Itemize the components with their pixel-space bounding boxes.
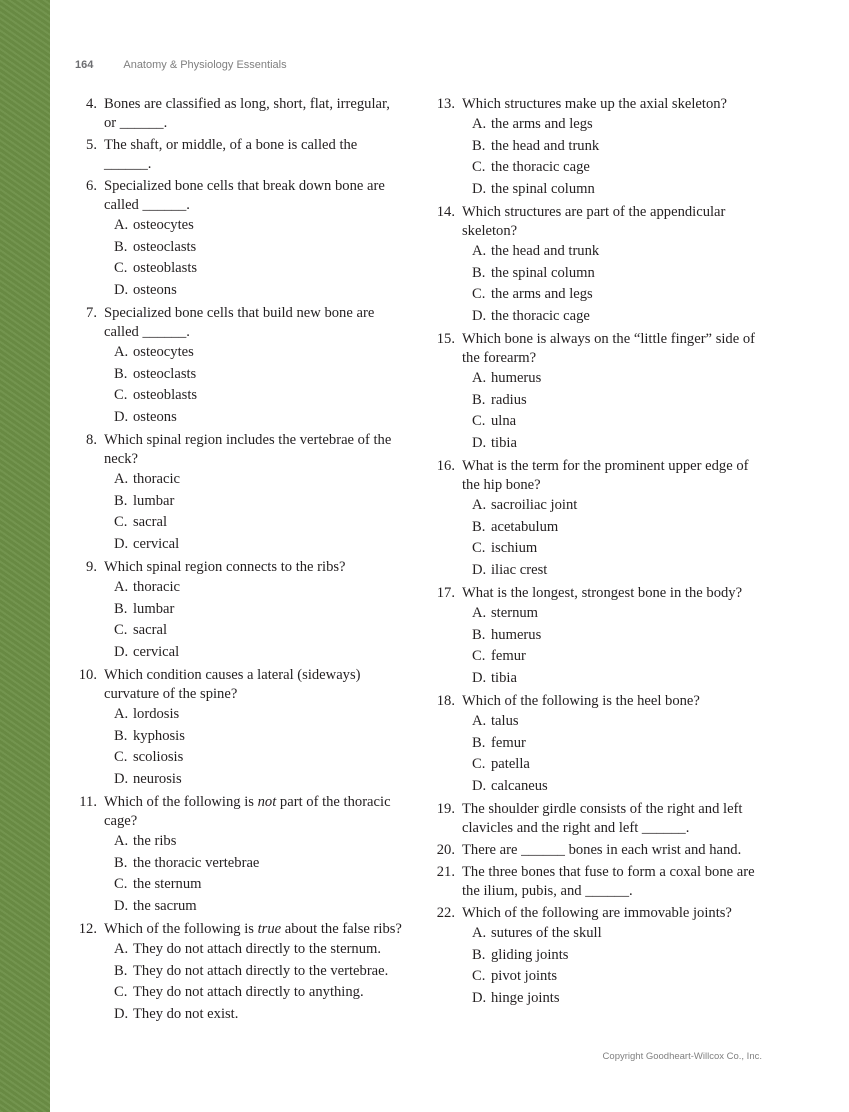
question-number: 13. — [436, 96, 455, 112]
answer-option — [114, 939, 405, 961]
question-text — [462, 904, 763, 923]
answer-options — [472, 114, 763, 200]
answer-option — [114, 982, 405, 1004]
option-text: the spinal column — [491, 264, 595, 281]
question-number: 15. — [436, 331, 455, 347]
option-letter: D. — [472, 669, 487, 686]
answer-option — [472, 711, 763, 733]
option-letter: C. — [114, 984, 128, 1000]
question-text-segment: Which structures are part of the appendicular skeleton? — [462, 204, 726, 239]
option-letter: B. — [114, 962, 128, 979]
option-text: osteons — [133, 408, 177, 425]
question-text — [104, 558, 405, 577]
answer-option — [114, 364, 405, 386]
option-text: humerus — [491, 626, 542, 643]
question-item — [433, 841, 763, 860]
question-text — [462, 863, 763, 901]
question-text-segment: What is the term for the prominent upper edge of the hip bone? — [462, 458, 749, 493]
answer-options — [472, 711, 763, 797]
option-letter: C. — [114, 514, 128, 530]
question-text-segment: The shaft, or middle, of a bone is called the ______. — [104, 137, 358, 172]
answer-option — [472, 284, 763, 306]
question-number: 5. — [86, 137, 97, 153]
question-number: 19. — [436, 801, 455, 817]
option-text: They do not attach directly to anything. — [133, 984, 364, 1000]
option-letter: C. — [114, 387, 128, 403]
answer-option — [114, 874, 405, 896]
option-text: calcaneus — [491, 777, 548, 794]
option-text: osteoclasts — [133, 238, 197, 255]
question-item — [75, 136, 405, 174]
answer-option — [114, 407, 405, 429]
answer-option — [114, 704, 405, 726]
answer-option — [114, 280, 405, 302]
left-margin-band — [0, 0, 50, 1112]
option-letter: D. — [472, 180, 487, 197]
question-text-segment: Which of the following is the heel bone? — [462, 693, 700, 709]
answer-option — [472, 368, 763, 390]
question-text-segment: Which structures make up the axial skeleton? — [462, 96, 728, 112]
question-text — [462, 692, 763, 711]
answer-option — [114, 491, 405, 513]
answer-option — [472, 114, 763, 136]
option-text: the sacrum — [133, 897, 197, 914]
option-text: tibia — [491, 434, 517, 451]
question-number: 10. — [78, 667, 97, 683]
option-text: the thoracic cage — [491, 307, 590, 324]
question-number: 14. — [436, 204, 455, 220]
option-letter: B. — [114, 600, 128, 617]
option-text: They do not exist. — [133, 1005, 239, 1022]
option-letter: B. — [472, 137, 486, 154]
question-item — [75, 793, 405, 917]
answer-option — [472, 625, 763, 647]
option-text: the thoracic vertebrae — [133, 854, 260, 871]
option-text: sacral — [133, 622, 168, 638]
answer-option — [114, 620, 405, 642]
answer-option — [472, 733, 763, 755]
answer-option — [114, 769, 405, 791]
question-text — [104, 666, 405, 704]
question-item — [75, 95, 405, 133]
question-item — [433, 692, 763, 797]
option-letter: D. — [472, 434, 487, 451]
option-text: osteoclasts — [133, 365, 197, 382]
option-letter: B. — [472, 391, 486, 408]
option-text: lumbar — [133, 600, 175, 617]
option-text: lumbar — [133, 492, 175, 509]
option-text: patella — [491, 756, 530, 772]
question-text — [462, 95, 763, 114]
answer-option — [114, 237, 405, 259]
option-letter: C. — [472, 968, 486, 984]
option-letter: B. — [472, 264, 486, 281]
answer-options — [472, 241, 763, 327]
question-text — [462, 584, 763, 603]
option-text: neurosis — [133, 770, 182, 787]
question-text-emphasis: not — [257, 794, 277, 810]
option-letter: A. — [472, 116, 487, 132]
question-item — [75, 177, 405, 301]
question-number: 8. — [86, 432, 97, 448]
option-text: thoracic — [133, 471, 180, 487]
answer-options — [114, 342, 405, 428]
answer-options — [472, 495, 763, 581]
answer-option — [472, 776, 763, 798]
question-item — [433, 457, 763, 581]
option-text: sacral — [133, 514, 168, 530]
option-letter: A. — [114, 706, 129, 722]
option-text: radius — [491, 391, 527, 408]
answer-option — [472, 923, 763, 945]
option-text: femur — [491, 734, 526, 751]
question-number: 6. — [86, 178, 97, 194]
answer-option — [472, 263, 763, 285]
answer-option — [114, 961, 405, 983]
answer-option — [472, 988, 763, 1010]
option-letter: B. — [472, 518, 486, 535]
running-head — [75, 59, 287, 71]
option-letter: B. — [114, 238, 128, 255]
question-item — [75, 558, 405, 663]
question-text — [462, 800, 763, 838]
answer-option — [472, 668, 763, 690]
question-text — [104, 431, 405, 469]
question-number: 12. — [78, 921, 97, 937]
answer-option — [114, 1004, 405, 1026]
option-letter: D. — [114, 770, 129, 787]
option-text: osteoblasts — [133, 260, 198, 276]
question-item — [433, 330, 763, 454]
question-text — [462, 203, 763, 241]
option-letter: A. — [114, 941, 129, 957]
page-number: 164 — [75, 59, 94, 71]
question-text-segment: Which condition causes a lateral (sideways) curvature of the spine? — [104, 667, 361, 702]
answer-option — [472, 538, 763, 560]
question-text-segment: about the false ribs? — [281, 921, 402, 937]
question-item — [433, 863, 763, 901]
answer-option — [114, 469, 405, 491]
answer-option — [114, 747, 405, 769]
question-text-segment: Specialized bone cells that build new bone are called ______. — [104, 305, 375, 340]
answer-option — [472, 603, 763, 625]
question-number: 11. — [79, 794, 97, 810]
question-text — [104, 920, 405, 939]
answer-option — [114, 853, 405, 875]
answer-option — [114, 577, 405, 599]
answer-option — [114, 896, 405, 918]
option-text: ulna — [491, 413, 517, 429]
option-letter: C. — [472, 413, 486, 429]
question-text-segment: The three bones that fuse to form a coxal bone are the ilium, pubis, and ______. — [462, 864, 755, 899]
question-item — [433, 203, 763, 327]
question-text — [462, 841, 763, 860]
option-letter: B. — [472, 626, 486, 643]
answer-options — [114, 577, 405, 663]
option-letter: A. — [114, 344, 129, 360]
option-letter: D. — [472, 561, 487, 578]
option-letter: A. — [472, 713, 487, 729]
option-letter: C. — [472, 756, 486, 772]
option-letter: A. — [472, 370, 487, 386]
option-text: hinge joints — [491, 989, 560, 1006]
option-letter: D. — [472, 989, 487, 1006]
option-text: the thoracic cage — [491, 159, 590, 175]
answer-option — [114, 385, 405, 407]
question-text-segment: There are ______ bones in each wrist and hand. — [462, 842, 742, 858]
option-letter: D. — [114, 281, 129, 298]
answer-options — [472, 923, 763, 1009]
answer-option — [114, 258, 405, 280]
option-text: iliac crest — [491, 561, 548, 578]
answer-option — [472, 945, 763, 967]
option-text: pivot joints — [491, 968, 558, 984]
question-text-segment: Which of the following are immovable joints? — [462, 905, 732, 921]
answer-option — [472, 179, 763, 201]
option-letter: D. — [472, 307, 487, 324]
option-text: the arms and legs — [491, 116, 593, 132]
option-text: osteocytes — [133, 217, 194, 233]
question-text-segment: Which bone is always on the “little finger” side of the forearm? — [462, 331, 756, 366]
right-column — [433, 95, 763, 1012]
answer-option — [472, 495, 763, 517]
option-text: the head and trunk — [491, 137, 600, 154]
question-text — [104, 177, 405, 215]
option-text: scoliosis — [133, 749, 184, 765]
question-text-segment: The shoulder girdle consists of the right and left clavicles and the right and left ______. — [462, 801, 743, 836]
option-letter: A. — [472, 243, 487, 259]
question-text-segment: Bones are classified as long, short, flat, irregular, or ______. — [104, 96, 390, 131]
option-text: gliding joints — [491, 946, 569, 963]
option-letter: D. — [472, 777, 487, 794]
option-letter: A. — [114, 579, 129, 595]
question-text-segment: Which spinal region connects to the ribs? — [104, 559, 346, 575]
option-letter: C. — [114, 622, 128, 638]
answer-options — [114, 704, 405, 790]
answer-options — [114, 215, 405, 301]
question-item — [75, 666, 405, 790]
answer-option — [114, 512, 405, 534]
answer-option — [472, 136, 763, 158]
answer-option — [114, 599, 405, 621]
question-text-segment: Which of the following is — [104, 921, 258, 937]
option-letter: C. — [114, 749, 128, 765]
answer-option — [114, 342, 405, 364]
option-letter: C. — [472, 159, 486, 175]
option-letter: B. — [114, 365, 128, 382]
option-text: osteocytes — [133, 344, 194, 360]
option-text: sutures of the skull — [491, 925, 602, 941]
question-text-segment: Which spinal region includes the vertebrae of the neck? — [104, 432, 392, 467]
option-text: cervical — [133, 643, 180, 660]
option-text: cervical — [133, 535, 180, 552]
answer-option — [472, 517, 763, 539]
answer-option — [472, 306, 763, 328]
question-number: 16. — [436, 458, 455, 474]
option-text: the ribs — [133, 833, 177, 849]
book-title: Anatomy & Physiology Essentials — [123, 59, 287, 71]
option-letter: D. — [114, 1005, 129, 1022]
option-text: They do not attach directly to the vertebrae. — [133, 962, 389, 979]
option-text: osteoblasts — [133, 387, 198, 403]
answer-option — [472, 966, 763, 988]
option-letter: C. — [114, 876, 128, 892]
option-text: femur — [491, 648, 526, 664]
question-item — [433, 95, 763, 200]
answer-option — [472, 241, 763, 263]
question-text-segment: What is the longest, strongest bone in the body? — [462, 585, 743, 601]
option-letter: C. — [472, 286, 486, 302]
answer-option — [114, 831, 405, 853]
left-column — [75, 95, 405, 1028]
option-letter: C. — [114, 260, 128, 276]
question-text — [462, 457, 763, 495]
answer-option — [472, 411, 763, 433]
question-item — [433, 800, 763, 838]
question-number: 21. — [436, 864, 455, 880]
question-text-emphasis: true — [257, 921, 282, 937]
question-text — [104, 136, 405, 174]
option-letter: B. — [472, 946, 486, 963]
question-number: 22. — [436, 905, 455, 921]
option-letter: A. — [472, 925, 487, 941]
answer-option — [472, 560, 763, 582]
question-item — [75, 431, 405, 555]
question-item — [433, 584, 763, 689]
option-letter: D. — [114, 408, 129, 425]
question-number: 20. — [436, 842, 455, 858]
option-text: ischium — [491, 540, 538, 556]
option-letter: B. — [114, 727, 128, 744]
question-number: 4. — [86, 96, 97, 112]
question-text-segment: Which of the following is — [104, 794, 258, 810]
answer-options — [114, 469, 405, 555]
answer-options — [472, 603, 763, 689]
answer-option — [114, 215, 405, 237]
option-letter: B. — [114, 492, 128, 509]
option-text: acetabulum — [491, 518, 559, 535]
answer-option — [472, 157, 763, 179]
option-text: tibia — [491, 669, 517, 686]
option-text: humerus — [491, 370, 542, 386]
option-letter: A. — [114, 217, 129, 233]
option-text: the arms and legs — [491, 286, 593, 302]
question-text — [462, 330, 763, 368]
answer-option — [114, 642, 405, 664]
question-number: 17. — [436, 585, 455, 601]
option-letter: A. — [472, 605, 487, 621]
option-letter: B. — [472, 734, 486, 751]
question-text — [104, 793, 405, 831]
option-text: the spinal column — [491, 180, 595, 197]
option-letter: C. — [472, 648, 486, 664]
option-text: sternum — [491, 605, 539, 621]
question-item — [75, 920, 405, 1025]
option-letter: D. — [114, 643, 129, 660]
option-letter: D. — [114, 897, 129, 914]
option-letter: D. — [114, 535, 129, 552]
option-text: the sternum — [133, 876, 202, 892]
answer-option — [472, 646, 763, 668]
question-text — [104, 95, 405, 133]
question-text-segment: part of the thoracic cage? — [104, 794, 391, 829]
option-letter: A. — [114, 833, 129, 849]
answer-options — [472, 368, 763, 454]
option-text: osteons — [133, 281, 177, 298]
answer-option — [114, 726, 405, 748]
question-item — [433, 904, 763, 1009]
option-letter: A. — [472, 497, 487, 513]
question-text — [104, 304, 405, 342]
answer-options — [114, 831, 405, 917]
option-text: talus — [491, 713, 519, 729]
question-text-segment: Specialized bone cells that break down bone are called ______. — [104, 178, 385, 213]
option-text: thoracic — [133, 579, 180, 595]
option-letter: C. — [472, 540, 486, 556]
answer-option — [472, 754, 763, 776]
answer-option — [472, 390, 763, 412]
option-letter: A. — [114, 471, 129, 487]
question-number: 18. — [436, 693, 455, 709]
copyright-footer: Copyright Goodheart-Willcox Co., Inc. — [602, 1051, 762, 1062]
answer-option — [472, 433, 763, 455]
question-item — [75, 304, 405, 428]
question-number: 7. — [86, 305, 97, 321]
question-number: 9. — [86, 559, 97, 575]
option-letter: B. — [114, 854, 128, 871]
option-text: kyphosis — [133, 727, 185, 744]
option-text: sacroiliac joint — [491, 497, 578, 513]
option-text: lordosis — [133, 706, 180, 722]
answer-options — [114, 939, 405, 1025]
option-text: the head and trunk — [491, 243, 600, 259]
answer-option — [114, 534, 405, 556]
option-text: They do not attach directly to the sternum. — [133, 941, 382, 957]
